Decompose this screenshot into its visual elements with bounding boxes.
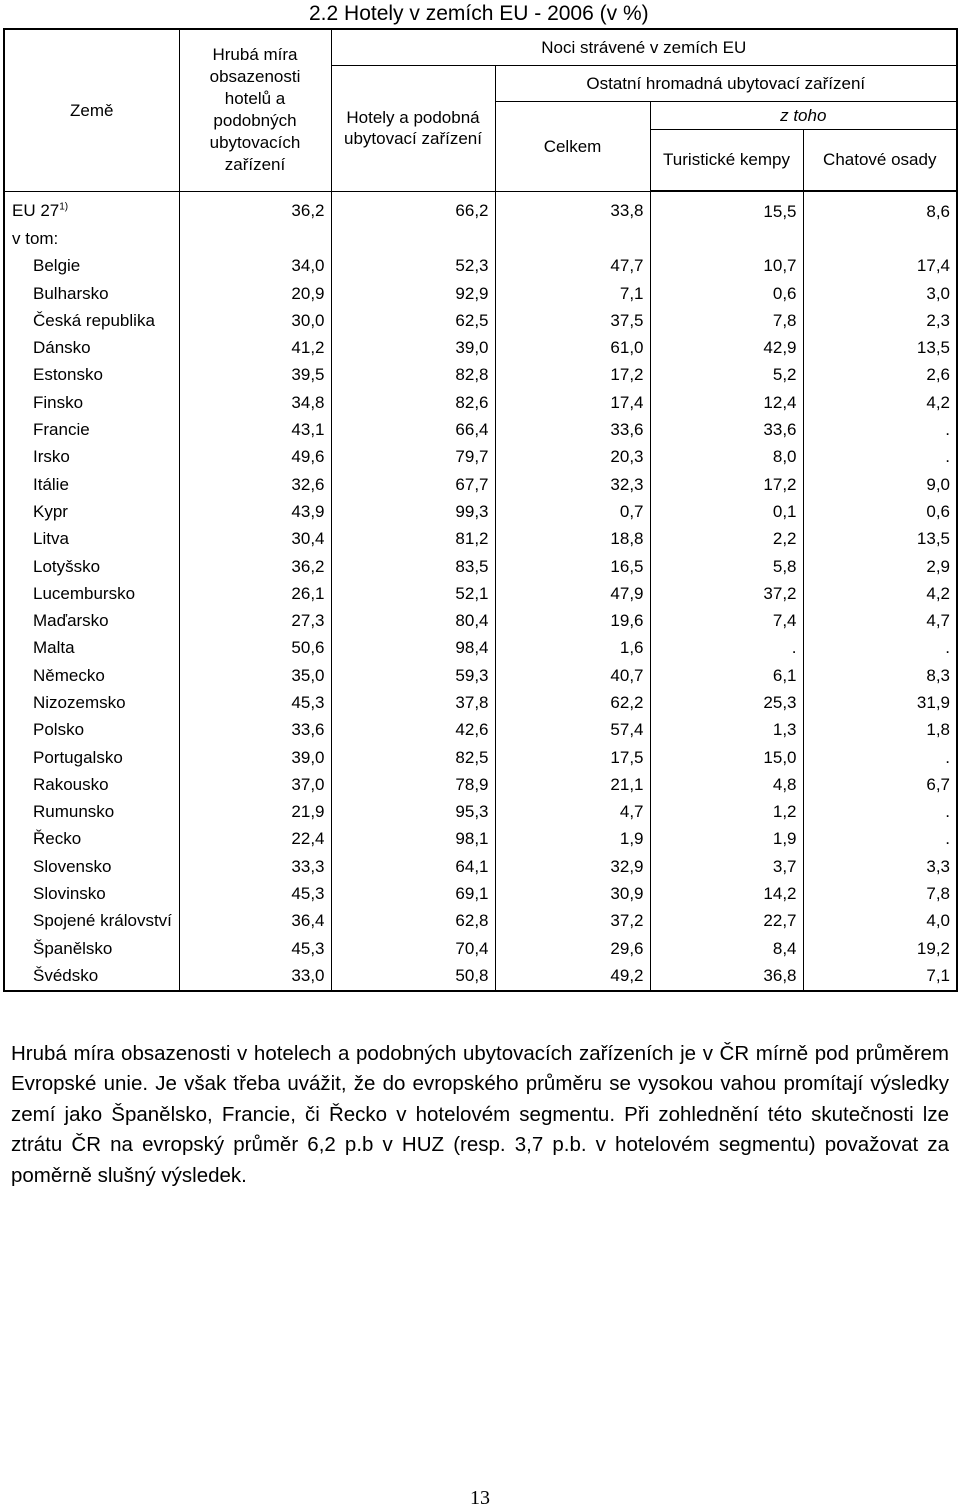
- value-cell: 42,6: [331, 717, 495, 744]
- value-cell: 22,4: [179, 826, 331, 853]
- country-name: EU 27: [12, 201, 60, 221]
- table-row: [4, 526, 957, 553]
- country-name: Lucembursko: [33, 583, 136, 603]
- value-cell: .: [803, 444, 957, 471]
- value-cell: 30,9: [495, 880, 650, 907]
- table-row: [4, 853, 957, 880]
- table-row: [4, 191, 957, 225]
- value-cell: 92,9: [331, 280, 495, 307]
- value-cell: 34,8: [179, 389, 331, 416]
- value-cell: 79,7: [331, 444, 495, 471]
- footnote-marker: 1): [59, 201, 69, 213]
- value-cell: 32,3: [495, 471, 650, 498]
- table-row: [4, 580, 957, 607]
- country-name: Portugalsko: [33, 747, 123, 767]
- country-cell: [4, 826, 179, 853]
- value-cell: 47,9: [495, 580, 650, 607]
- value-cell: 4,0: [803, 908, 957, 935]
- value-cell: 27,3: [179, 607, 331, 634]
- value-cell: 32,6: [179, 471, 331, 498]
- value-cell: 19,6: [495, 607, 650, 634]
- header-noci: Noci strávené v zemích EU: [331, 29, 957, 65]
- table-row: [4, 635, 957, 662]
- value-cell: 20,3: [495, 444, 650, 471]
- commentary-paragraph: Hrubá míra obsazenosti v hotelech a podobných ubytovacích zařízeních je v ČR mírně pod průměrem Evropské unie. Je však třeba uvážit, že do evropského průměru se vysokou vahou promítají výsledky zemí jako Španělsko, Francie, či Řecko v hotelovém segmentu. Při zohlednění této skutečnosti lze ztrátu ČR na evropský průměr 6,2 p.b v HUZ (resp. 3,7 p.b. v hotelovém segmentu) považovat za poměrně slušný výsledek.: [11, 1041, 949, 1187]
- country-name: Spojené království: [33, 911, 172, 931]
- table-row: [4, 253, 957, 280]
- value-cell: 39,5: [179, 362, 331, 389]
- value-cell: 50,8: [331, 962, 495, 990]
- value-cell: 9,0: [803, 471, 957, 498]
- value-cell: 52,3: [331, 253, 495, 280]
- country-name: Rumunsko: [33, 802, 115, 822]
- value-cell: 98,4: [331, 635, 495, 662]
- value-cell: 34,0: [179, 253, 331, 280]
- value-cell: 37,8: [331, 689, 495, 716]
- country-cell: [4, 635, 179, 662]
- header-kempy: Turistické kempy: [650, 129, 803, 191]
- value-cell: [803, 225, 957, 252]
- value-cell: 42,9: [650, 334, 803, 361]
- country-cell: [4, 689, 179, 716]
- table-row: [4, 662, 957, 689]
- country-name: Itálie: [33, 474, 69, 494]
- value-cell: 16,5: [495, 553, 650, 580]
- value-cell: 98,1: [331, 826, 495, 853]
- value-cell: 69,1: [331, 880, 495, 907]
- value-cell: .: [803, 799, 957, 826]
- table-row: [4, 908, 957, 935]
- value-cell: 33,6: [179, 717, 331, 744]
- value-cell: 4,7: [495, 799, 650, 826]
- value-cell: 40,7: [495, 662, 650, 689]
- value-cell: 26,1: [179, 580, 331, 607]
- value-cell: 67,7: [331, 471, 495, 498]
- table-row: [4, 498, 957, 525]
- value-cell: [650, 225, 803, 252]
- value-cell: 61,0: [495, 334, 650, 361]
- value-cell: 4,7: [803, 607, 957, 634]
- header-chatove: Chatové osady: [803, 129, 957, 191]
- country-name: Kypr: [33, 501, 68, 521]
- value-cell: 21,9: [179, 799, 331, 826]
- value-cell: 6,1: [650, 662, 803, 689]
- country-cell: [4, 526, 179, 553]
- value-cell: 47,7: [495, 253, 650, 280]
- value-cell: 2,9: [803, 553, 957, 580]
- value-cell: 39,0: [331, 334, 495, 361]
- value-cell: 81,2: [331, 526, 495, 553]
- value-cell: 0,6: [803, 498, 957, 525]
- value-cell: 50,6: [179, 635, 331, 662]
- value-cell: 62,5: [331, 307, 495, 334]
- value-cell: 7,4: [650, 607, 803, 634]
- country-name: Bulharsko: [33, 283, 109, 303]
- table-body: [4, 191, 957, 991]
- value-cell: 37,0: [179, 771, 331, 798]
- country-name: Maďarsko: [33, 611, 109, 631]
- value-cell: 17,2: [650, 471, 803, 498]
- value-cell: 33,3: [179, 853, 331, 880]
- header-celkem: Celkem: [495, 101, 650, 191]
- value-cell: 1,6: [495, 635, 650, 662]
- table-row: [4, 225, 957, 252]
- value-cell: 5,2: [650, 362, 803, 389]
- table-row: [4, 444, 957, 471]
- table-row: [4, 962, 957, 990]
- value-cell: 39,0: [179, 744, 331, 771]
- value-cell: 6,7: [803, 771, 957, 798]
- value-cell: 12,4: [650, 389, 803, 416]
- value-cell: 10,7: [650, 253, 803, 280]
- value-cell: 1,9: [495, 826, 650, 853]
- value-cell: 66,4: [331, 416, 495, 443]
- value-cell: 99,3: [331, 498, 495, 525]
- country-cell: [4, 662, 179, 689]
- value-cell: 3,7: [650, 853, 803, 880]
- value-cell: 4,8: [650, 771, 803, 798]
- value-cell: 15,5: [650, 191, 803, 225]
- value-cell: 0,6: [650, 280, 803, 307]
- value-cell: 18,8: [495, 526, 650, 553]
- value-cell: .: [803, 416, 957, 443]
- country-cell: [4, 553, 179, 580]
- country-cell: [4, 607, 179, 634]
- value-cell: 45,3: [179, 935, 331, 962]
- value-cell: 29,6: [495, 935, 650, 962]
- value-cell: 78,9: [331, 771, 495, 798]
- country-name: Rakousko: [33, 774, 109, 794]
- value-cell: 62,8: [331, 908, 495, 935]
- value-cell: 49,6: [179, 444, 331, 471]
- value-cell: 21,1: [495, 771, 650, 798]
- page-number: 13: [470, 1487, 490, 1509]
- country-name: Řecko: [33, 829, 82, 849]
- country-cell: [4, 771, 179, 798]
- value-cell: 59,3: [331, 662, 495, 689]
- country-cell: [4, 334, 179, 361]
- country-name: v tom:: [12, 228, 59, 248]
- country-cell: [4, 362, 179, 389]
- country-name: Irsko: [33, 447, 70, 467]
- value-cell: 30,4: [179, 526, 331, 553]
- value-cell: 20,9: [179, 280, 331, 307]
- country-cell: [4, 498, 179, 525]
- table-row: [4, 935, 957, 962]
- value-cell: 35,0: [179, 662, 331, 689]
- table-row: [4, 307, 957, 334]
- country-cell: [4, 416, 179, 443]
- value-cell: 45,3: [179, 689, 331, 716]
- value-cell: 3,3: [803, 853, 957, 880]
- value-cell: 14,2: [650, 880, 803, 907]
- value-cell: 82,6: [331, 389, 495, 416]
- value-cell: 37,5: [495, 307, 650, 334]
- table-row: [4, 689, 957, 716]
- country-cell: [4, 853, 179, 880]
- value-cell: 80,4: [331, 607, 495, 634]
- value-cell: 1,8: [803, 717, 957, 744]
- country-name: Estonsko: [33, 365, 103, 385]
- value-cell: 0,7: [495, 498, 650, 525]
- hotels-table: [3, 28, 958, 992]
- country-cell: [4, 580, 179, 607]
- header-hruba-mira: Hrubá míra obsazenosti hotelů a podobných ubytovacích zařízení: [179, 29, 331, 191]
- table-row: [4, 471, 957, 498]
- value-cell: 0,1: [650, 498, 803, 525]
- value-cell: 70,4: [331, 935, 495, 962]
- country-name: Francie: [33, 420, 90, 440]
- value-cell: 25,3: [650, 689, 803, 716]
- value-cell: 17,4: [495, 389, 650, 416]
- country-cell: [4, 389, 179, 416]
- country-cell: [4, 935, 179, 962]
- country-cell: [4, 253, 179, 280]
- table-row: [4, 799, 957, 826]
- value-cell: 36,2: [179, 553, 331, 580]
- country-name: Dánsko: [33, 338, 91, 358]
- value-cell: [495, 225, 650, 252]
- table-row: [4, 880, 957, 907]
- header-hotely: Hotely a podobná ubytovací zařízení: [331, 65, 495, 191]
- value-cell: [331, 225, 495, 252]
- country-name: Polsko: [33, 720, 85, 740]
- value-cell: 1,2: [650, 799, 803, 826]
- value-cell: 8,0: [650, 444, 803, 471]
- value-cell: .: [650, 635, 803, 662]
- country-name: Slovinsko: [33, 884, 106, 904]
- country-cell: [4, 280, 179, 307]
- table-row: [4, 771, 957, 798]
- value-cell: 7,1: [803, 962, 957, 990]
- country-cell: [4, 471, 179, 498]
- value-cell: 41,2: [179, 334, 331, 361]
- header-zeme: Země: [4, 29, 179, 191]
- value-cell: 8,6: [803, 191, 957, 225]
- value-cell: 36,4: [179, 908, 331, 935]
- table-row: [4, 280, 957, 307]
- country-name: Německo: [33, 665, 105, 685]
- country-name: Švédsko: [33, 965, 99, 985]
- table-row: [4, 334, 957, 361]
- country-cell: [4, 225, 179, 252]
- country-name: Malta: [33, 638, 75, 658]
- value-cell: 82,5: [331, 744, 495, 771]
- country-cell: [4, 307, 179, 334]
- country-cell: [4, 908, 179, 935]
- value-cell: 8,4: [650, 935, 803, 962]
- value-cell: 64,1: [331, 853, 495, 880]
- value-cell: 3,0: [803, 280, 957, 307]
- value-cell: 33,8: [495, 191, 650, 225]
- value-cell: 30,0: [179, 307, 331, 334]
- country-name: Litva: [33, 529, 69, 549]
- country-cell: [4, 191, 179, 225]
- country-cell: [4, 799, 179, 826]
- table-header: [4, 29, 957, 191]
- country-cell: [4, 744, 179, 771]
- value-cell: 33,0: [179, 962, 331, 990]
- table-row: [4, 389, 957, 416]
- table-row: [4, 826, 957, 853]
- value-cell: 37,2: [650, 580, 803, 607]
- value-cell: 31,9: [803, 689, 957, 716]
- value-cell: 36,8: [650, 962, 803, 990]
- table-title: 2.2 Hotely v zemích EU - 2006 (v %): [309, 2, 649, 25]
- country-name: Španělsko: [33, 938, 113, 958]
- value-cell: 15,0: [650, 744, 803, 771]
- table-row: [4, 717, 957, 744]
- country-cell: [4, 962, 179, 990]
- value-cell: 52,1: [331, 580, 495, 607]
- value-cell: [179, 225, 331, 252]
- country-cell: [4, 717, 179, 744]
- value-cell: 17,2: [495, 362, 650, 389]
- country-name: Nizozemsko: [33, 692, 126, 712]
- value-cell: 43,9: [179, 498, 331, 525]
- value-cell: 45,3: [179, 880, 331, 907]
- value-cell: 2,3: [803, 307, 957, 334]
- table-row: [4, 362, 957, 389]
- country-name: Slovensko: [33, 856, 112, 876]
- country-cell: [4, 444, 179, 471]
- value-cell: 2,2: [650, 526, 803, 553]
- value-cell: 49,2: [495, 962, 650, 990]
- table-row: [4, 744, 957, 771]
- value-cell: 37,2: [495, 908, 650, 935]
- value-cell: 19,2: [803, 935, 957, 962]
- country-cell: [4, 880, 179, 907]
- value-cell: 33,6: [495, 416, 650, 443]
- value-cell: 8,3: [803, 662, 957, 689]
- table-row: [4, 607, 957, 634]
- value-cell: 5,8: [650, 553, 803, 580]
- value-cell: 22,7: [650, 908, 803, 935]
- value-cell: 95,3: [331, 799, 495, 826]
- country-name: Lotyšsko: [33, 556, 101, 576]
- value-cell: 17,5: [495, 744, 650, 771]
- value-cell: 43,1: [179, 416, 331, 443]
- value-cell: 36,2: [179, 191, 331, 225]
- value-cell: 13,5: [803, 334, 957, 361]
- value-cell: 83,5: [331, 553, 495, 580]
- value-cell: 17,4: [803, 253, 957, 280]
- value-cell: .: [803, 744, 957, 771]
- country-name: Belgie: [33, 256, 81, 276]
- header-ostatni: Ostatní hromadná ubytovací zařízení: [495, 65, 957, 101]
- value-cell: 7,8: [803, 880, 957, 907]
- header-z-toho: z toho: [650, 101, 957, 129]
- table-row: [4, 553, 957, 580]
- value-cell: 13,5: [803, 526, 957, 553]
- value-cell: .: [803, 635, 957, 662]
- value-cell: 4,2: [803, 389, 957, 416]
- value-cell: 1,3: [650, 717, 803, 744]
- value-cell: 66,2: [331, 191, 495, 225]
- value-cell: .: [803, 826, 957, 853]
- value-cell: 7,8: [650, 307, 803, 334]
- value-cell: 33,6: [650, 416, 803, 443]
- table-row: [4, 416, 957, 443]
- value-cell: 4,2: [803, 580, 957, 607]
- country-name: Finsko: [33, 392, 84, 412]
- value-cell: 62,2: [495, 689, 650, 716]
- value-cell: 82,8: [331, 362, 495, 389]
- value-cell: 7,1: [495, 280, 650, 307]
- value-cell: 57,4: [495, 717, 650, 744]
- value-cell: 32,9: [495, 853, 650, 880]
- country-name: Česká republika: [33, 310, 155, 330]
- value-cell: 1,9: [650, 826, 803, 853]
- value-cell: 2,6: [803, 362, 957, 389]
